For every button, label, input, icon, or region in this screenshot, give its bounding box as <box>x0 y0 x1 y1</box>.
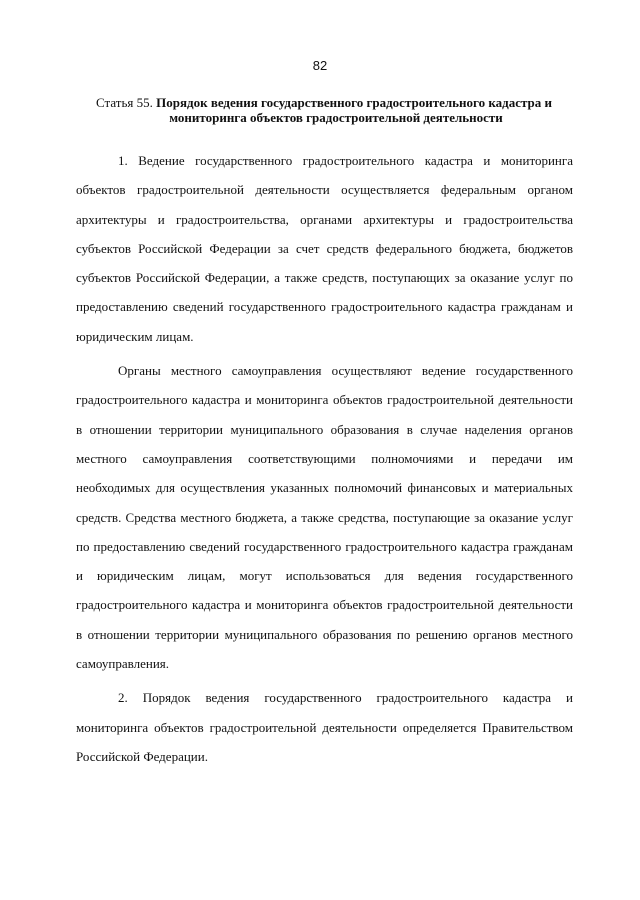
article-title-line1: Порядок ведения государственного градостроительного кадастра и <box>156 95 553 110</box>
paragraph-1: 1. Ведение государственного градостроительного кадастра и мониторинга объектов градостроительной деятельности осуществляется федеральным органом архитектуры и градостроительства, органами архитектуры и градостроительства субъектов Российской Федерации за счет средств федерального бюджета, бюджетов субъектов Российской Федерации, а также средств, поступающих за оказание услуг по предоставлению сведений государственного градостроительного кадастра гражданам и юридическим лицам. <box>76 153 573 344</box>
paragraph-2: Органы местного самоуправления осуществляют ведение государственного градостроительного кадастра и мониторинга объектов градостроительной деятельности в отношении территории муниципального образования в случае наделения органов местного самоуправления соответствующими полномочиями и передачи им необходимых для осуществления указанных полномочий финансовых и материальных средств. Средства местного бюджета, а также средства, поступающие за оказание услуг по предоставлению сведений государственного градостроительного кадастра гражданам и юридическим лицам, могут использоваться для ведения государственного градостроительного кадастра и мониторинга объектов градостроительной деятельности в отношении территории муниципального образования по решению органов местного самоуправления. <box>76 363 573 672</box>
article-label: Статья 55. <box>96 95 153 110</box>
paragraph-3: 2. Порядок ведения государственного градостроительного кадастра и мониторинга объектов градостроительной деятельности определяется Правительством Российской Федерации. <box>76 690 573 764</box>
article-body <box>76 146 573 771</box>
article-heading <box>96 95 576 125</box>
page-number: 82 <box>312 58 328 73</box>
article-title-line2: мониторинга объектов градостроительной деятельности <box>169 110 503 125</box>
